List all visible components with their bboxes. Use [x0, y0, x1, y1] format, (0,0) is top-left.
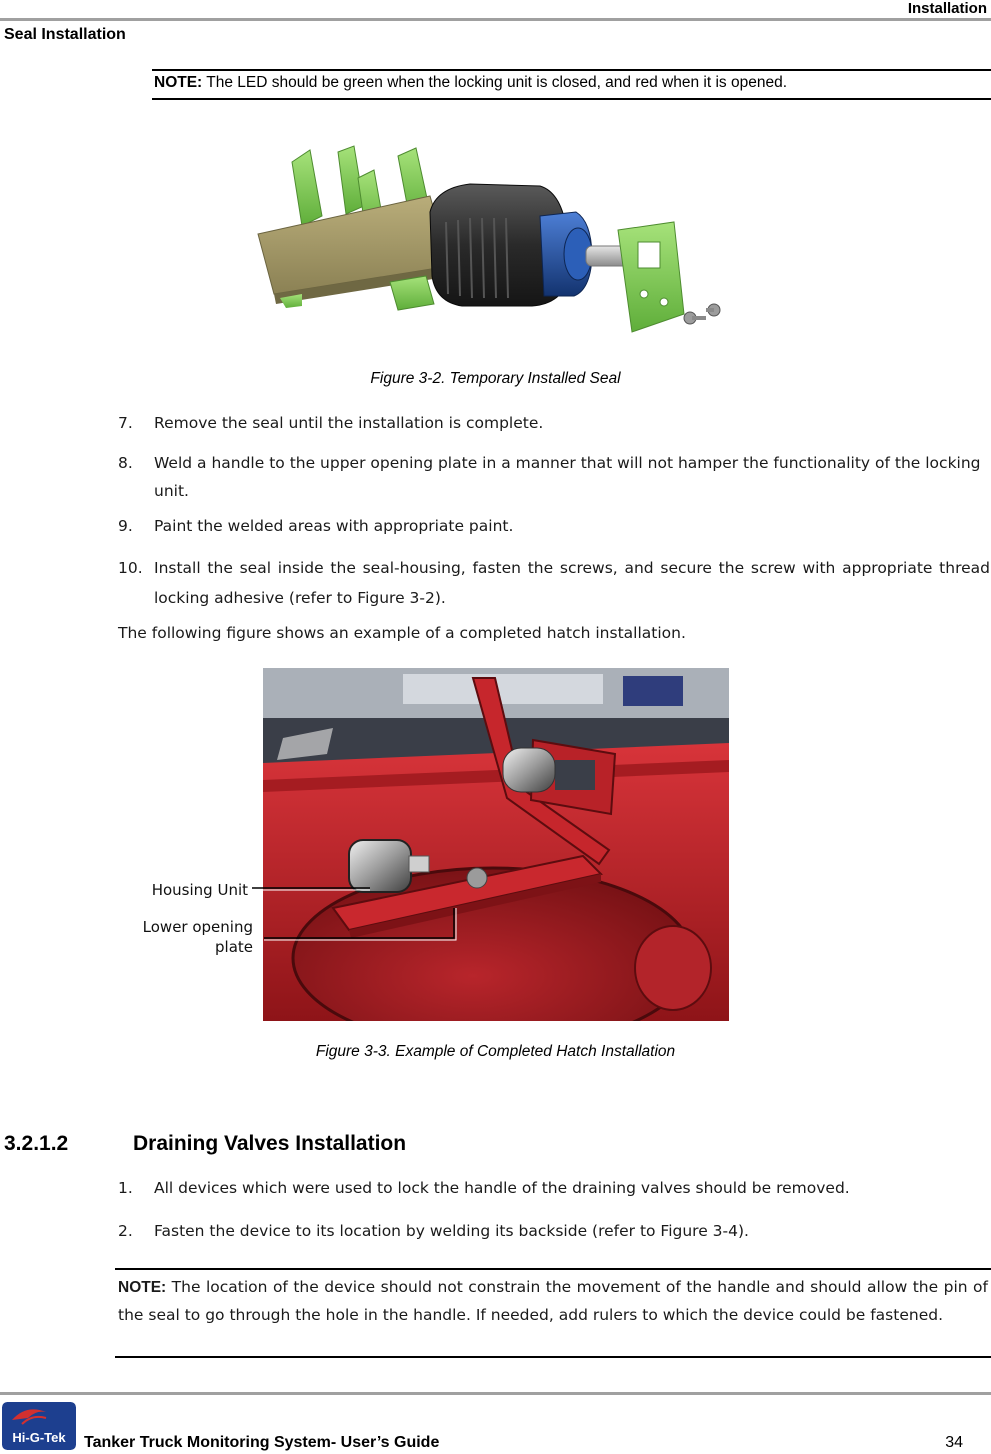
red-cap [635, 926, 711, 1010]
note-top-rule [152, 69, 991, 71]
figure-caption: Figure 3-3. Example of Completed Hatch Installation [315, 1043, 676, 1060]
list-item [118, 449, 990, 505]
list-item [118, 1217, 990, 1245]
list-text: Fasten the device to its location by welding its backside (refer to Figure 3-4). [154, 1222, 749, 1240]
bracket-slot [638, 242, 660, 268]
list-item [118, 1174, 990, 1202]
list-item [118, 512, 990, 540]
housing-pin [409, 856, 429, 872]
leader-lower-plate-halo [264, 908, 456, 940]
note-label: NOTE: [118, 1279, 167, 1296]
callout-leader-lines [250, 880, 462, 942]
list-text: Remove the seal until the installation is complete. [154, 414, 544, 432]
tank-panel [403, 674, 603, 704]
list-number: 7. [118, 414, 133, 432]
list-number: 10. [118, 559, 143, 577]
list-text: Paint the welded areas with appropriate paint. [154, 517, 514, 535]
logo-text: Hi-G-Tek [12, 1430, 66, 1445]
list-text: All devices which were used to lock the handle of the draining valves should be removed. [154, 1179, 850, 1197]
seal-cylinder [503, 748, 555, 792]
bracket-hole [640, 290, 648, 298]
bracket-opening [555, 760, 595, 790]
list-item [118, 553, 990, 613]
callout-housing-unit: Housing Unit [151, 881, 248, 899]
note-bottom-rule [152, 98, 991, 100]
list-number: 8. [118, 454, 133, 472]
figure-caption: Figure 3-2. Temporary Installed Seal [370, 370, 621, 387]
screws [684, 304, 720, 324]
hi-g-tek-logo [2, 1402, 76, 1450]
tank-logo-patch [623, 676, 683, 706]
section-label: Seal Installation [4, 26, 126, 43]
figure-completed-hatch-photo [263, 668, 729, 1021]
list-text: Install the seal inside the seal-housing, fasten the screws, and secure the screw with appropriate thread locking adhesive (refer to Figure 3-2). [154, 559, 990, 607]
note-text: The location of the device should not constrain the movement of the handle and should allow the pin of the seal to go through the hole in the handle. If needed, add rulers to which the device could be fastened. [118, 1278, 988, 1324]
lead-paragraph: The following figure shows an example of a completed hatch installation. [118, 624, 686, 642]
footer-title: Tanker Truck Monitoring System- User’s Guide [84, 1434, 440, 1451]
callout-lower-plate-line1: Lower opening [142, 918, 253, 936]
green-bracket [618, 222, 684, 332]
note-device-location [118, 1274, 988, 1328]
section-number: 3.2.1.2 [4, 1132, 69, 1155]
list-item [118, 409, 990, 437]
logo-mark [2, 1402, 76, 1450]
leader-lower-plate [264, 908, 454, 938]
callout-lower-plate-line2: plate [215, 938, 253, 956]
note-top-rule [115, 1268, 991, 1270]
figure-temporary-installed-seal [240, 126, 748, 350]
list-number: 2. [118, 1222, 133, 1240]
note-led [154, 74, 787, 92]
bracket-hole [660, 298, 668, 306]
green-foot [390, 276, 434, 310]
note-bottom-rule [115, 1356, 991, 1358]
note-text: The LED should be green when the locking unit is closed, and red when it is opened. [202, 74, 788, 91]
bolt [467, 868, 487, 888]
list-number: 1. [118, 1179, 133, 1197]
hatch-photo [263, 668, 729, 1021]
footer-rule [0, 1392, 991, 1395]
list-text: Weld a handle to the upper opening plate in a manner that will not hamper the functionality of the locking unit. [154, 454, 981, 500]
green-finger [292, 150, 322, 226]
seal-illustration [240, 126, 748, 350]
page-number: 34 [945, 1434, 963, 1451]
chapter-title: Installation [907, 0, 987, 17]
section-title: Draining Valves Installation [133, 1132, 407, 1155]
note-label: NOTE: [154, 74, 203, 91]
list-number: 9. [118, 517, 133, 535]
header-rule [0, 18, 991, 21]
